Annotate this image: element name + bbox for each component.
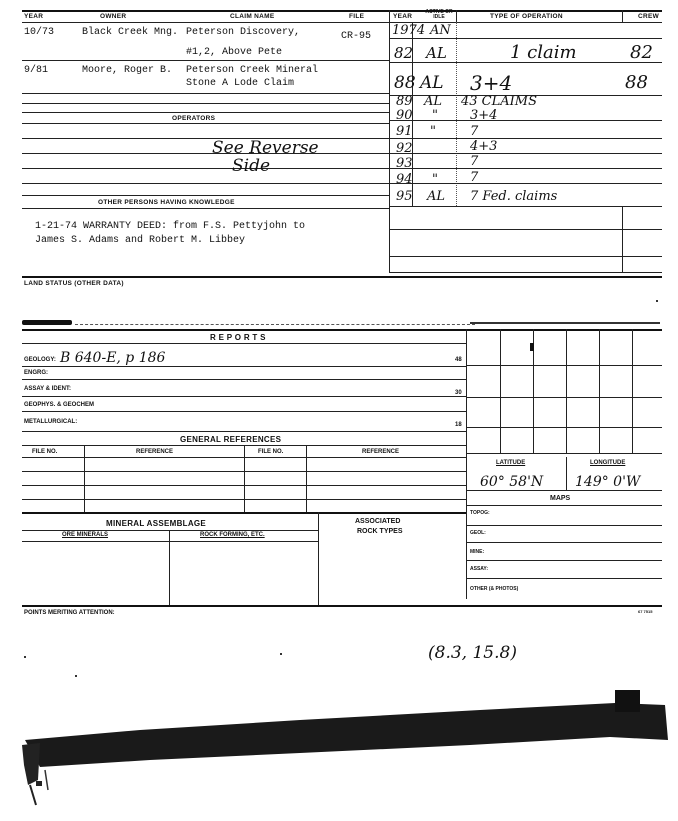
geology-value: B 640-E, p 186 xyxy=(60,350,166,366)
header-type-of-operation: TYPE OF OPERATION xyxy=(490,13,563,20)
maps-mine: MINE: xyxy=(470,549,485,555)
general-references-title: GENERAL REFERENCES xyxy=(180,435,282,444)
op-type-91: 7 xyxy=(470,124,479,139)
maps-topog: TOPOG: xyxy=(470,510,490,516)
points-meriting-attention: POINTS MERITING ATTENTION: xyxy=(24,610,115,616)
land-status-title: LAND STATUS (OTHER DATA) xyxy=(24,280,124,287)
scan-smudge-right xyxy=(470,322,660,324)
op-type-92: 4+3 xyxy=(470,139,498,154)
scan-dot xyxy=(656,300,658,302)
header-year: YEAR xyxy=(24,13,44,20)
op-year-89: 89 xyxy=(396,94,413,109)
owner-1-file: CR-95 xyxy=(341,31,372,42)
latitude-value: 60° 58'N xyxy=(480,474,544,490)
owner-1-year: 10/73 xyxy=(24,27,55,38)
longitude-value: 149° 0'W xyxy=(575,474,641,490)
ref-reference-2: REFERENCE xyxy=(362,449,400,455)
other-persons-line-1: 1-21-74 WARRANTY DEED: from F.S. Pettyjohn to xyxy=(35,221,306,232)
header-active-idle: ACTIVE OR IDLE xyxy=(425,9,453,20)
geology-label: GEOLOGY: xyxy=(24,357,56,363)
header-file: FILE xyxy=(349,13,365,20)
maps-other: OTHER (& PHOTOS) xyxy=(470,586,519,592)
op-year-92: 92 xyxy=(396,141,413,156)
scan-dot xyxy=(24,656,26,658)
op-type-88: 3+4 xyxy=(470,71,513,95)
op-active-94: " xyxy=(432,172,438,187)
scan-smudge-left xyxy=(22,320,72,325)
owner-2-claim-2: Stone A Lode Claim xyxy=(186,78,295,89)
owner-2-claim: Peterson Creek Mineral xyxy=(186,65,319,76)
geophys-label: GEOPHYS. & GEOCHEM xyxy=(24,402,95,408)
other-persons-line-2: James S. Adams and Robert M. Libbey xyxy=(35,235,246,246)
owner-1-claim-2: #1,2, Above Pete xyxy=(186,47,283,58)
header-crew: CREW xyxy=(638,13,660,20)
other-persons-title: OTHER PERSONS HAVING KNOWLEDGE xyxy=(98,199,235,206)
header-claim-name: CLAIM NAME xyxy=(230,13,275,20)
op-year-88: 88 xyxy=(394,73,416,93)
op-active-88: AL xyxy=(420,73,444,93)
operators-title: OPERATORS xyxy=(172,115,216,122)
rock-types-label: ROCK TYPES xyxy=(357,528,403,535)
scan-artifact xyxy=(0,685,678,821)
scan-dot xyxy=(280,653,282,655)
owner-2-name: Moore, Roger B. xyxy=(82,65,173,76)
ref-file-no-2: FILE NO. xyxy=(258,449,284,455)
op-crew-82: 82 xyxy=(630,42,653,63)
header-year-op: YEAR xyxy=(393,13,413,20)
maps-geol: GEOL: xyxy=(470,530,486,536)
op-year-1974: 1974 xyxy=(392,23,426,38)
op-year-95: 95 xyxy=(396,189,413,204)
owner-1-name: Black Creek Mng. xyxy=(82,27,179,38)
latitude-label: LATITUDE xyxy=(496,460,526,466)
maps-title: MAPS xyxy=(550,495,571,502)
ref-reference: REFERENCE xyxy=(136,449,174,455)
operators-note-1: See Reverse xyxy=(212,138,319,158)
op-year-93: 93 xyxy=(396,156,413,171)
reports-n1: 48 xyxy=(455,357,462,363)
op-type-82: 1 claim xyxy=(510,42,577,63)
op-type-90: 3+4 xyxy=(470,108,498,123)
reports-title: R E P O R T S xyxy=(210,333,266,342)
op-year-91: 91 xyxy=(396,124,413,139)
op-active-82: AL xyxy=(426,44,447,62)
engrg-label: ENGRG: xyxy=(24,370,48,376)
operators-note-2: Side xyxy=(232,156,271,176)
owner-2-year: 9/81 xyxy=(24,65,49,76)
claim-location-marker xyxy=(530,343,534,351)
ref-file-no: FILE NO. xyxy=(32,449,58,455)
header-owner: OWNER xyxy=(100,13,127,20)
op-year-90: 90 xyxy=(396,108,413,123)
op-type-94: 7 xyxy=(470,170,479,185)
op-active-1974: AN xyxy=(430,23,451,38)
op-year-94: 94 xyxy=(396,172,413,187)
op-type-89: 43 CLAIMS xyxy=(461,94,537,109)
rock-forming-label: ROCK FORMING, ETC. xyxy=(200,532,265,538)
op-year-82: 82 xyxy=(394,44,414,62)
scan-dot xyxy=(75,675,77,677)
mineral-assemblage-title: MINERAL ASSEMBLAGE xyxy=(106,519,207,528)
associated-label: ASSOCIATED xyxy=(355,518,401,525)
reports-n3: 18 xyxy=(455,422,462,428)
op-active-90: " xyxy=(432,108,438,123)
form-number: 67 7515 xyxy=(638,609,653,614)
metallurgical-label: METALLURGICAL: xyxy=(24,419,78,425)
op-type-95: 7 Fed. claims xyxy=(470,189,558,204)
op-crew-88: 88 xyxy=(625,72,648,93)
scan-smudge-mid xyxy=(75,324,475,325)
op-active-95: AL xyxy=(427,189,446,204)
ore-minerals-label: ORE MINERALS xyxy=(62,532,109,538)
reports-n2: 30 xyxy=(455,390,462,396)
longitude-label: LONGITUDE xyxy=(590,460,626,466)
op-type-93: 7 xyxy=(470,154,479,169)
handwritten-coords: (8.3, 15.8) xyxy=(428,643,517,663)
op-active-91: " xyxy=(430,124,436,139)
owner-1-claim: Peterson Discovery, xyxy=(186,27,301,38)
assay-label: ASSAY & IDENT: xyxy=(24,386,72,392)
op-active-89: AL xyxy=(424,94,443,109)
maps-assay: ASSAY: xyxy=(470,566,489,572)
